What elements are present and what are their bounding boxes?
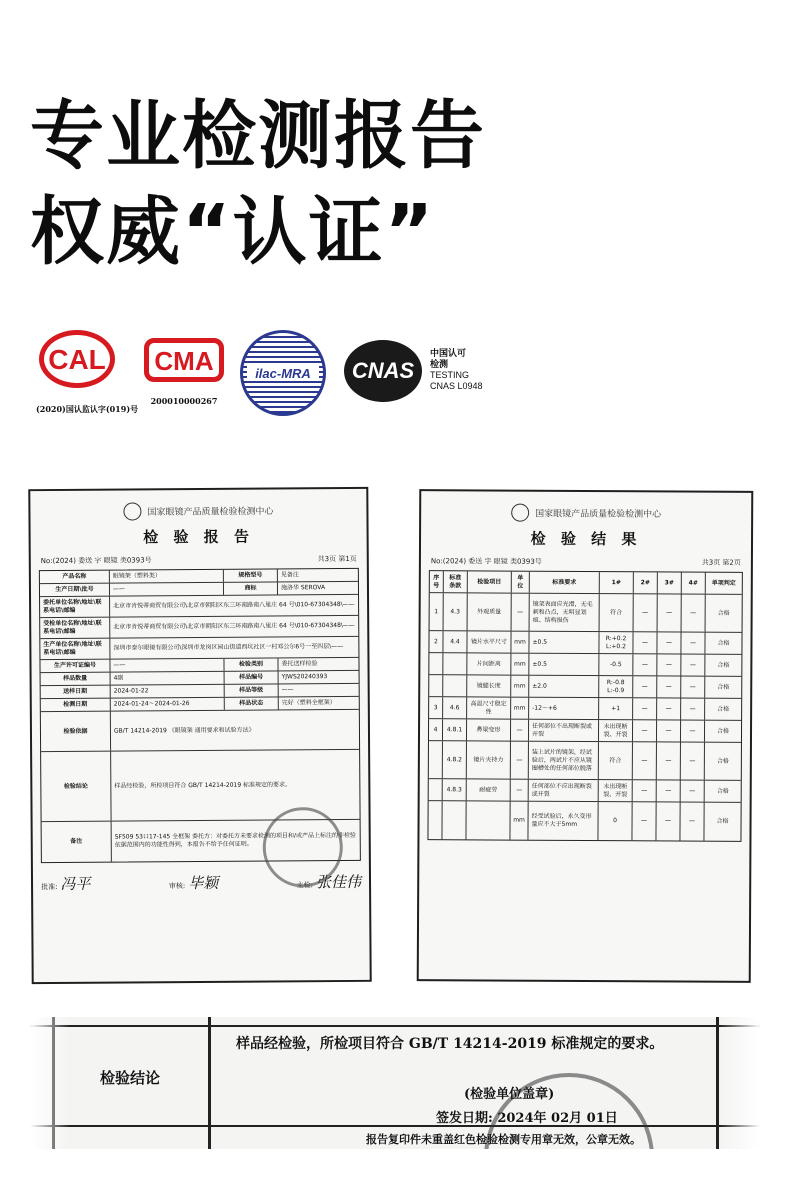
conclusion-closeup <box>30 1017 760 1149</box>
results-cell: 任何部位不出现断裂或开裂 <box>529 720 599 741</box>
results-cell: -12～+6 <box>529 698 599 719</box>
results-header-row <box>430 571 742 595</box>
results-header-cell: 标准要求 <box>530 572 600 593</box>
report-cell-k: 生产许可证编号 <box>40 660 110 672</box>
report-cell-k: 送样日期 <box>41 686 111 698</box>
report-row <box>40 637 358 660</box>
results-cell: — <box>633 676 657 697</box>
results-cell: — <box>681 743 705 780</box>
results-cell: — <box>681 721 705 742</box>
report-cell-v2: 见备注 <box>280 571 299 579</box>
closeup-text: 样品经检验，所检项目符合 GB/T 14214-2019 标准规定的要求。 <box>236 1036 664 1052</box>
results-cell: mm <box>511 632 529 653</box>
results-cell: 4.4 <box>443 631 467 652</box>
report-cell-k2: 商标 <box>224 582 278 594</box>
notc-seal-icon <box>123 502 141 520</box>
results-cell <box>443 653 467 674</box>
report-cell-k: 委托单位名称\地址\联系电话\邮编 <box>40 597 110 617</box>
results-cell: — <box>657 654 681 675</box>
results-cell: 耐疲劳 <box>467 779 511 800</box>
results-cell: 4.3 <box>444 593 468 630</box>
results-cell: ±0.5 <box>529 654 599 675</box>
results-cell: 合格 <box>716 727 730 735</box>
ilac-mra-mark-icon: ilac-MRA <box>240 330 326 416</box>
results-cell <box>466 801 510 839</box>
report-cell-v: 2024-01-22 <box>111 685 225 698</box>
results-cell: +1 <box>599 698 633 719</box>
results-cell: — <box>681 677 705 698</box>
results-cell: 外观质量 <box>468 593 512 630</box>
report-cell-k: 产品名称 <box>40 571 110 583</box>
sig-approve: 批准: 冯平 <box>41 874 91 893</box>
results-cell: 镜片水平尺寸 <box>467 631 511 652</box>
results-cell: 镜腿长度 <box>467 675 511 696</box>
results-cell: 合格 <box>716 787 729 795</box>
results-cell: 合格 <box>717 609 730 617</box>
report-cell-k: 生产单位名称\地址\联系电话\邮编 <box>40 639 110 659</box>
results-cell <box>429 675 443 696</box>
results-row <box>429 631 741 655</box>
results-row <box>429 719 741 743</box>
results-cell: 高温尺寸稳定性 <box>467 697 511 718</box>
results-cell: ±0.5 <box>529 632 599 653</box>
cal-mark-icon: CAL <box>39 330 115 388</box>
results-header-cell: 3# <box>658 572 682 593</box>
results-row <box>429 675 741 699</box>
results-row <box>429 653 741 677</box>
results-cell: — <box>681 655 705 676</box>
results-cell: -0.5 <box>599 654 633 675</box>
report-page-2 <box>417 489 754 983</box>
sig-review: 审核: 毕颖 <box>168 873 219 893</box>
results-cell: 合格 <box>717 661 730 669</box>
results-row <box>428 801 740 841</box>
results-cell <box>429 653 443 674</box>
results-cell: 4 <box>429 719 443 740</box>
results-cell <box>429 741 443 778</box>
ilac-mra-logo <box>240 330 326 416</box>
results-cell: 符合 <box>599 742 633 779</box>
cal-logo <box>36 330 139 415</box>
report-cell-k: 检测日期 <box>41 699 111 711</box>
results-cell: — <box>680 803 704 841</box>
results-cell: — <box>512 594 530 631</box>
results-cell: — <box>632 802 656 840</box>
results-cell: — <box>681 781 705 802</box>
results-cell: — <box>681 699 705 720</box>
results-header-cell: 1# <box>600 572 634 593</box>
report-cell-k: 备注 <box>42 822 112 862</box>
results-cell: 未出现断裂、开裂 <box>599 720 633 741</box>
results-header-cell: 检验项目 <box>468 571 512 592</box>
report-cell-k: 样品数量 <box>41 673 111 685</box>
report-cell-v2: YJWS20240393 <box>281 673 328 681</box>
closeup-footer: 报告复印件未重盖红色检验检测专用章无效，公章无效。 <box>366 1133 641 1146</box>
results-cell: — <box>511 780 529 801</box>
report-cell-v2: 委托送样检验 <box>281 660 318 668</box>
report-cell-v: 眼镜架（塑料类） <box>110 570 224 583</box>
results-cell: 合格 <box>716 757 729 765</box>
results-cell: — <box>657 742 681 779</box>
results-cell: — <box>682 595 706 632</box>
report-cell-v2: 施洛华 SEROVA <box>280 584 326 592</box>
results-cell: mm <box>511 698 529 719</box>
headline-line-2: 权威“认证” <box>30 189 436 275</box>
results-cell: 任何部位不应出现断裂或开裂 <box>529 780 599 801</box>
results-cell: — <box>633 654 657 675</box>
results-cell: mm <box>510 802 528 840</box>
results-cell: — <box>511 742 529 779</box>
results-cell: — <box>633 742 657 779</box>
headline-line-1: 专业检测报告 <box>30 93 486 179</box>
results-cell: R:-0.8 L:-0.9 <box>599 676 633 697</box>
results-cell: ±2.0 <box>529 676 599 697</box>
results-cell: 符合 <box>600 594 634 631</box>
report-stamp-icon <box>263 807 344 888</box>
results-header-cell: 2# <box>634 572 658 593</box>
report-cell-k2: 样品状态 <box>225 697 279 709</box>
results-header-cell: 4# <box>682 573 706 594</box>
report-cell-v: 深圳市泰尔眼镜有限公司\深圳市龙岗区园山街道西坑社区一村邓公尔6号一至四层\—— <box>113 642 344 652</box>
report-cell-k2: 样品编号 <box>225 671 279 683</box>
results-cell: 4.6 <box>443 697 467 718</box>
report-cell-v: 2024-01-24～2024-01-26 <box>111 698 225 711</box>
results-cell: — <box>633 720 657 741</box>
cnas-mark-icon: CNAS <box>344 340 422 402</box>
results-cell: 装上试片的镜架，经试验后，两试片不应从镜圈槽处的任何部位脱落 <box>529 742 599 779</box>
results-cell: 0 <box>598 802 632 840</box>
results-cell: 合格 <box>717 683 730 691</box>
report-cell-k: 生产日期\批号 <box>40 584 110 596</box>
results-cell: — <box>633 632 657 653</box>
report-page-1 <box>28 487 371 984</box>
results-cell: 合格 <box>716 817 729 825</box>
report-row <box>40 595 358 618</box>
report-number-row <box>31 546 367 570</box>
results-cell: — <box>656 802 680 840</box>
results-cell <box>428 801 442 839</box>
results-title: 检 验 结 果 <box>530 529 642 549</box>
report-header: 国家眼镜产品质量检验检测中心 <box>30 489 366 521</box>
report-cell-k: 受检单位名称\地址\联系电话\邮编 <box>40 618 110 638</box>
headline <box>30 88 486 280</box>
report-cell-v: 北京市肯悦蒂商贸有限公司\北京市朝阳区东三环南路南八里庄 64 号\010-67304348\—— <box>113 621 355 631</box>
notc-seal-icon <box>511 504 529 522</box>
report-cell-v: —— <box>110 583 224 596</box>
results-cell: 未出现断裂、开裂 <box>599 780 633 801</box>
results-cell: — <box>657 632 681 653</box>
results-cell: mm <box>511 676 529 697</box>
results-cell <box>443 675 467 696</box>
results-row <box>429 741 741 781</box>
report-cell-v: SF509 53口17-145 全框架 委托方：对委托方未要求检测的项目和/或产品上标注的非检验依据范围内的功能性得到，本报告不给予任何证明。 <box>114 831 357 849</box>
results-cell: 4.8.2 <box>443 741 467 778</box>
closeup-unit-line: (检验单位盖章) <box>464 1087 555 1102</box>
results-header-cell: 单项判定 <box>711 579 736 587</box>
results-cell: — <box>681 633 705 654</box>
results-cell: — <box>511 720 529 741</box>
report-row <box>41 710 359 752</box>
results-cell: 经受试验后，永久变形量应不大于5mm <box>528 802 598 840</box>
results-cell: — <box>657 780 681 801</box>
results-row <box>430 593 742 633</box>
cma-mark-icon: CMA <box>144 338 224 382</box>
results-cell: — <box>657 676 681 697</box>
report-cell-v: —— <box>110 659 224 672</box>
results-cell: 4.8.3 <box>443 779 467 800</box>
report-cell-v: 样品经检验，所检项目符合 GB/T 14214-2019 标准规定的要求。 <box>114 780 292 790</box>
report-cell-k2: 检验类别 <box>224 658 278 670</box>
results-pages: 共3页 第2页 <box>701 558 741 567</box>
results-cell: — <box>658 594 682 631</box>
results-cell: — <box>634 594 658 631</box>
results-row <box>429 779 741 803</box>
results-header-cell: 标准条款 <box>444 571 468 592</box>
report-cell-k2: 规格型号 <box>224 569 278 581</box>
report-cell-k: 检验依据 <box>41 712 111 751</box>
results-table <box>427 570 742 842</box>
closeup-label: 检验结论 <box>100 1069 161 1087</box>
results-cell: 1 <box>430 593 444 630</box>
results-cell: — <box>633 698 657 719</box>
results-cell: 镜架表面应光滑，无毛刺和凸点，无明显划痕、结构损伤 <box>530 594 600 631</box>
report-cell-k2: 样品等级 <box>225 684 279 696</box>
results-header-cell: 序号 <box>430 571 444 592</box>
results-cell <box>429 779 443 800</box>
report-cell-v: GB/T 14214-2019 《眼镜架 通用要求和试验方法》 <box>113 726 255 735</box>
results-cell: — <box>657 698 681 719</box>
results-cell: 2 <box>429 631 443 652</box>
results-cell: mm <box>511 654 529 675</box>
results-row <box>429 697 741 721</box>
cma-caption: 200010000267 <box>150 396 218 406</box>
closeup-date-line: 签发日期: 2024年 02月 01日 <box>436 1111 618 1126</box>
report-cell-v2: 完好（塑料全框架） <box>281 699 336 707</box>
report-cell-k: 检验结论 <box>41 752 111 821</box>
results-cell: 3 <box>429 697 443 718</box>
results-cell: 4.8.1 <box>443 719 467 740</box>
results-cell: 镜片夹持力 <box>467 741 511 778</box>
results-cell: 片间距离 <box>467 653 511 674</box>
results-number-row <box>421 548 751 572</box>
results-cell: — <box>657 720 681 741</box>
results-cell: — <box>633 780 657 801</box>
cal-caption: (2020)国认监认字(019)号 <box>36 404 139 414</box>
report-cell-v2: —— <box>281 686 294 694</box>
cnas-text: 中国认可 检测 TESTING CNAS L0948 <box>430 348 483 391</box>
results-header-cell: 单位 <box>512 572 530 593</box>
cma-logo <box>141 330 227 406</box>
certification-logos <box>36 330 756 420</box>
report-title: 检 验 报 告 <box>143 527 255 547</box>
results-number: No:(2024) 委送 字 眼镜 类0393号 <box>430 557 542 566</box>
results-cell: R:+0.2 L:+0.2 <box>599 632 633 653</box>
report-cell-v: 4副 <box>111 672 225 685</box>
results-header: 国家眼镜产品质量检验检测中心 <box>421 491 751 523</box>
results-cell: 合格 <box>717 705 730 713</box>
report-cell-v: 北京市肯悦蒂商贸有限公司\北京市朝阳区东三环南路南八里庄 64 号\010-67304348\—— <box>113 600 355 610</box>
report-number: No:(2024) 委送 字 眼镜 类0393号 <box>40 556 152 566</box>
report-row <box>40 616 358 639</box>
results-cell: 鼻梁变形 <box>467 719 511 740</box>
results-cell <box>442 801 466 839</box>
results-cell: 合格 <box>717 639 730 647</box>
report-pages: 共3页 第1页 <box>317 554 357 564</box>
sig-main: 主检: 张佳伟 <box>296 872 362 892</box>
